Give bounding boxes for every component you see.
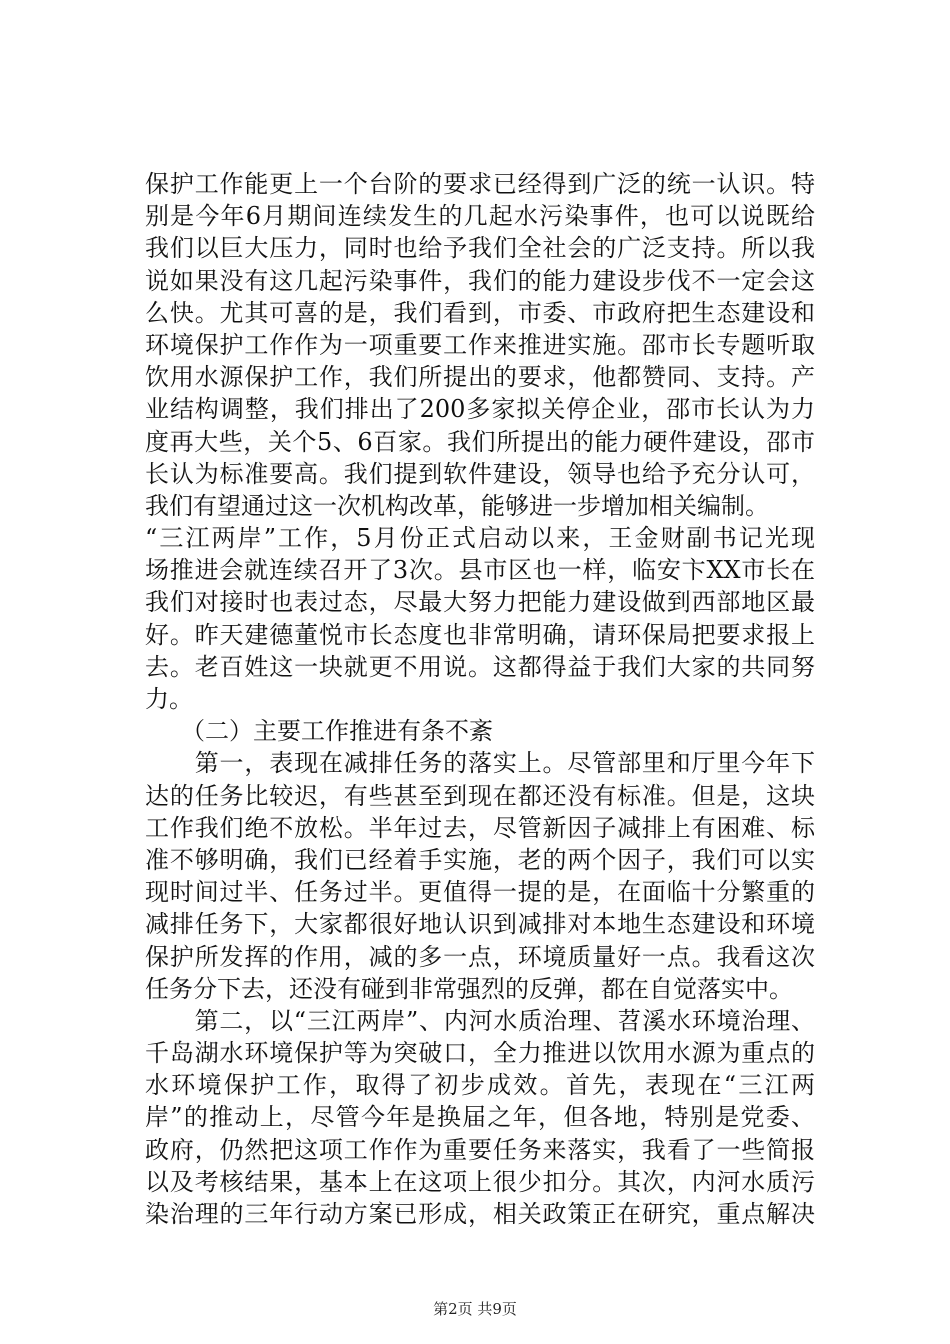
text-line: 我们有望通过这一次机构改革，能够进一步增加相关编制。 bbox=[145, 491, 769, 520]
text-line: 染治理的三年行动方案已形成，相关政策正在研究，重点解决 bbox=[145, 1200, 815, 1228]
text-line: 饮用水源保护工作，我们所提出的要求，他都赞同、支持。产 bbox=[145, 363, 815, 392]
body-text bbox=[145, 168, 815, 1230]
text-line: 第一，表现在减排任务的落实上。尽管部里和厅里今年下 bbox=[145, 749, 815, 778]
text-line: 保护所发挥的作用，减的多一点，环境质量好一点。我看这次 bbox=[145, 942, 815, 971]
text-line: 环境保护工作作为一项重要工作来推进实施。邵市长专题听取 bbox=[145, 330, 815, 359]
text-line: 别是今年6月期间连续发生的几起水污染事件，也可以说既给 bbox=[145, 202, 815, 231]
text-line: 度再大些，关个5、6百家。我们所提出的能力硬件建设，邵市 bbox=[145, 427, 815, 456]
text-line: “三江两岸”工作，5月份正式启动以来，王金财副书记光现 bbox=[145, 524, 815, 553]
text-line: 千岛湖水环境保护等为突破口，全力推进以饮用水源为重点的 bbox=[145, 1039, 815, 1068]
text-line: 达的任务比较迟，有些甚至到现在都还没有标准。但是，这块 bbox=[145, 781, 815, 810]
text-line: 好。昨天建德董悦市长态度也非常明确，请环保局把要求报上 bbox=[145, 620, 815, 649]
text-line: 么快。尤其可喜的是，我们看到，市委、市政府把生态建设和 bbox=[145, 298, 815, 327]
page-footer: 第2页 共9页 bbox=[433, 1300, 517, 1318]
text-line: 岸”的推动上，尽管今年是换届之年，但各地，特别是党委、 bbox=[145, 1103, 815, 1132]
text-line: 去。老百姓这一块就更不用说。这都得益于我们大家的共同努 bbox=[145, 652, 815, 681]
text-line: 以及考核结果，基本上在这项上很少扣分。其次，内河水质污 bbox=[145, 1167, 815, 1196]
text-line: 保护工作能更上一个台阶的要求已经得到广泛的统一认识。特 bbox=[145, 170, 815, 198]
text-line: 我们对接时也表过态，尽最大努力把能力建设做到西部地区最 bbox=[145, 588, 815, 617]
text-line: 说如果没有这几起污染事件，我们的能力建设步伐不一定会这 bbox=[145, 266, 815, 295]
text-line: 准不够明确，我们已经着手实施，老的两个因子，我们可以实 bbox=[145, 845, 815, 874]
text-line: 任务分下去，还没有碰到非常强烈的反弹，都在自觉落实中。 bbox=[145, 974, 793, 1003]
text-line: 政府，仍然把这项工作作为重要任务来落实，我看了一些简报 bbox=[145, 1135, 815, 1164]
text-line: 水环境保护工作，取得了初步成效。首先，表现在“三江两 bbox=[145, 1071, 815, 1100]
text-line: 长认为标准要高。我们提到软件建设，领导也给予充分认可， bbox=[145, 459, 815, 488]
text-line: 我们以巨大压力，同时也给予我们全社会的广泛支持。所以我 bbox=[145, 234, 815, 263]
text-line: 场推进会就连续召开了3次。县市区也一样，临安卞XX市长在 bbox=[145, 556, 815, 585]
text-line: （二）主要工作推进有条不紊 bbox=[145, 717, 493, 746]
text-line: 现时间过半、任务过半。更值得一提的是，在面临十分繁重的 bbox=[145, 878, 815, 907]
text-line: 第二，以“三江两岸”、内河水质治理、苕溪水环境治理、 bbox=[145, 1006, 815, 1035]
text-line: 业结构调整，我们排出了200多家拟关停企业，邵市长认为力 bbox=[145, 395, 815, 424]
text-line: 工作我们绝不放松。半年过去，尽管新因子减排上有困难、标 bbox=[145, 813, 815, 842]
text-line: 减排任务下，大家都很好地认识到减排对本地生态建设和环境 bbox=[145, 910, 815, 939]
text-line: 力。 bbox=[145, 685, 193, 713]
